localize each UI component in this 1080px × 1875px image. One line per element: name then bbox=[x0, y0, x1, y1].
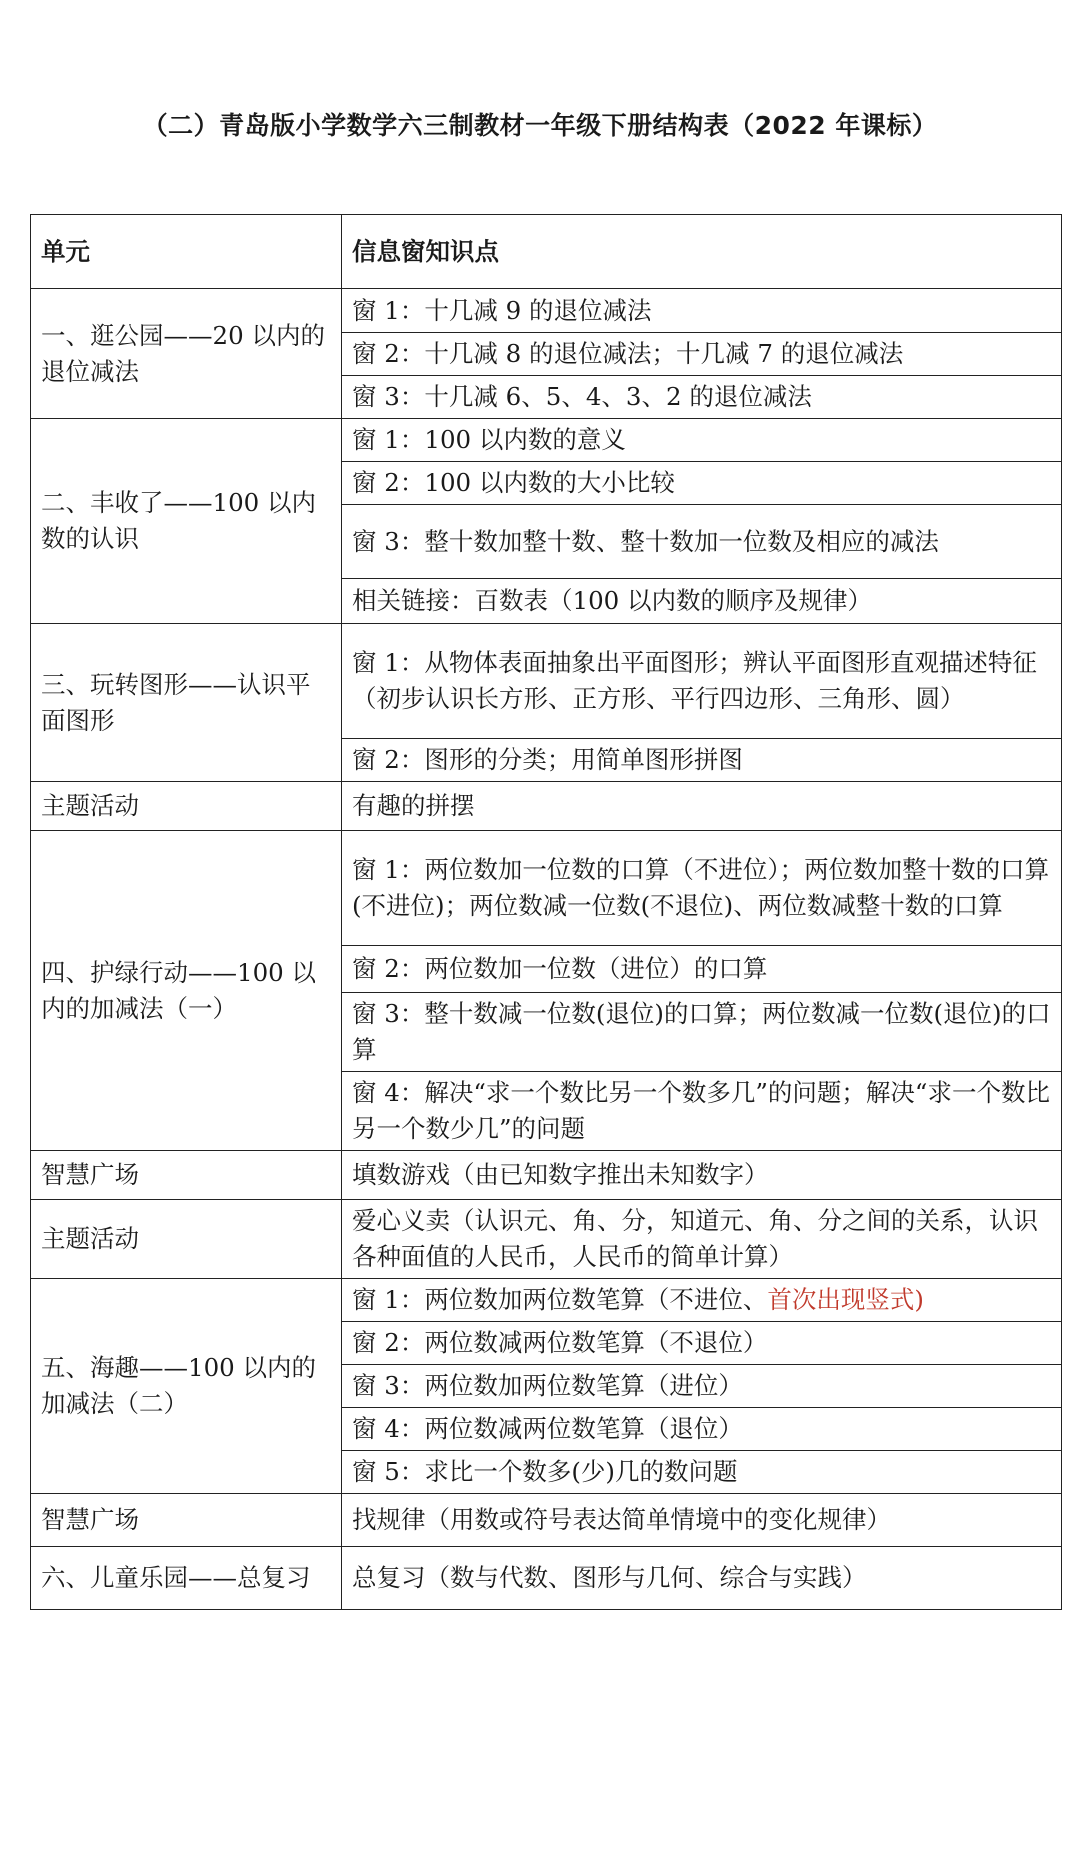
unit-cell: 一、逛公园——20 以内的退位减法 bbox=[31, 289, 342, 419]
point-cell: 窗 1：十几减 9 的退位减法 bbox=[342, 289, 1062, 333]
point-cell: 窗 1：从物体表面抽象出平面图形；辨认平面图形直观描述特征（初步认识长方形、正方形、平行四边形、三角形、圆） bbox=[342, 624, 1062, 739]
highlight-text: 首次出现竖式) bbox=[767, 1285, 924, 1314]
point-cell: 窗 4：两位数减两位数笔算（退位） bbox=[342, 1408, 1062, 1451]
point-cell: 窗 1：100 以内数的意义 bbox=[342, 419, 1062, 462]
point-cell: 爱心义卖（认识元、角、分，知道元、角、分之间的关系，认识各种面值的人民币，人民币的简单计算） bbox=[342, 1200, 1062, 1279]
header-points: 信息窗知识点 bbox=[342, 215, 1062, 289]
point-cell: 窗 2：图形的分类；用简单图形拼图 bbox=[342, 739, 1062, 782]
table-row bbox=[31, 1494, 1062, 1547]
point-cell: 窗 2：100 以内数的大小比较 bbox=[342, 462, 1062, 505]
unit-cell: 主题活动 bbox=[31, 1200, 342, 1279]
unit-cell: 五、海趣——100 以内的加减法（二） bbox=[31, 1279, 342, 1494]
table-row bbox=[31, 419, 1062, 462]
point-cell: 相关链接：百数表（100 以内数的顺序及规律） bbox=[342, 579, 1062, 624]
table-row bbox=[31, 1547, 1062, 1610]
unit-cell: 六、儿童乐园——总复习 bbox=[31, 1547, 342, 1610]
point-cell: 窗 3：十几减 6、5、4、3、2 的退位减法 bbox=[342, 376, 1062, 419]
point-cell: 窗 5：求比一个数多(少)几的数问题 bbox=[342, 1451, 1062, 1494]
point-text: 窗 1：两位数加两位数笔算（不进位、 bbox=[352, 1285, 768, 1314]
table-header-row bbox=[31, 215, 1062, 289]
structure-table bbox=[30, 214, 1062, 1610]
point-cell: 窗 3：两位数加两位数笔算（进位） bbox=[342, 1365, 1062, 1408]
table-row bbox=[31, 1200, 1062, 1279]
unit-cell: 智慧广场 bbox=[31, 1151, 342, 1200]
point-cell: 窗 1：两位数加一位数的口算（不进位）；两位数加整十数的口算(不进位)；两位数减一位数(不退位)、两位数减整十数的口算 bbox=[342, 831, 1062, 946]
unit-cell: 智慧广场 bbox=[31, 1494, 342, 1547]
point-cell: 窗 2：十几减 8 的退位减法；十几减 7 的退位减法 bbox=[342, 333, 1062, 376]
table-row bbox=[31, 289, 1062, 333]
point-cell: 窗 3：整十数加整十数、整十数加一位数及相应的减法 bbox=[342, 505, 1062, 579]
point-cell bbox=[342, 1279, 1062, 1322]
table-row bbox=[31, 1151, 1062, 1200]
table-row bbox=[31, 624, 1062, 739]
point-cell: 窗 4：解决“求一个数比另一个数多几”的问题；解决“求一个数比另一个数少几”的问题 bbox=[342, 1072, 1062, 1151]
point-cell: 填数游戏（由已知数字推出未知数字） bbox=[342, 1151, 1062, 1200]
document-title: （二）青岛版小学数学六三制教材一年级下册结构表（2022 年课标） bbox=[142, 111, 938, 140]
point-cell: 有趣的拼摆 bbox=[342, 782, 1062, 831]
header-unit: 单元 bbox=[31, 215, 342, 289]
point-cell: 窗 3：整十数减一位数(退位)的口算；两位数减一位数(退位)的口算 bbox=[342, 993, 1062, 1072]
unit-cell: 三、玩转图形——认识平面图形 bbox=[31, 624, 342, 782]
unit-cell: 二、丰收了——100 以内数的认识 bbox=[31, 419, 342, 624]
unit-cell: 四、护绿行动——100 以内的加减法（一） bbox=[31, 831, 342, 1151]
point-cell: 总复习（数与代数、图形与几何、综合与实践） bbox=[342, 1547, 1062, 1610]
point-cell: 找规律（用数或符号表达简单情境中的变化规律） bbox=[342, 1494, 1062, 1547]
point-cell: 窗 2：两位数加一位数（进位）的口算 bbox=[342, 946, 1062, 993]
unit-cell: 主题活动 bbox=[31, 782, 342, 831]
table-row bbox=[31, 1279, 1062, 1322]
table-row bbox=[31, 782, 1062, 831]
table-row bbox=[31, 831, 1062, 946]
point-cell: 窗 2：两位数减两位数笔算（不退位） bbox=[342, 1322, 1062, 1365]
